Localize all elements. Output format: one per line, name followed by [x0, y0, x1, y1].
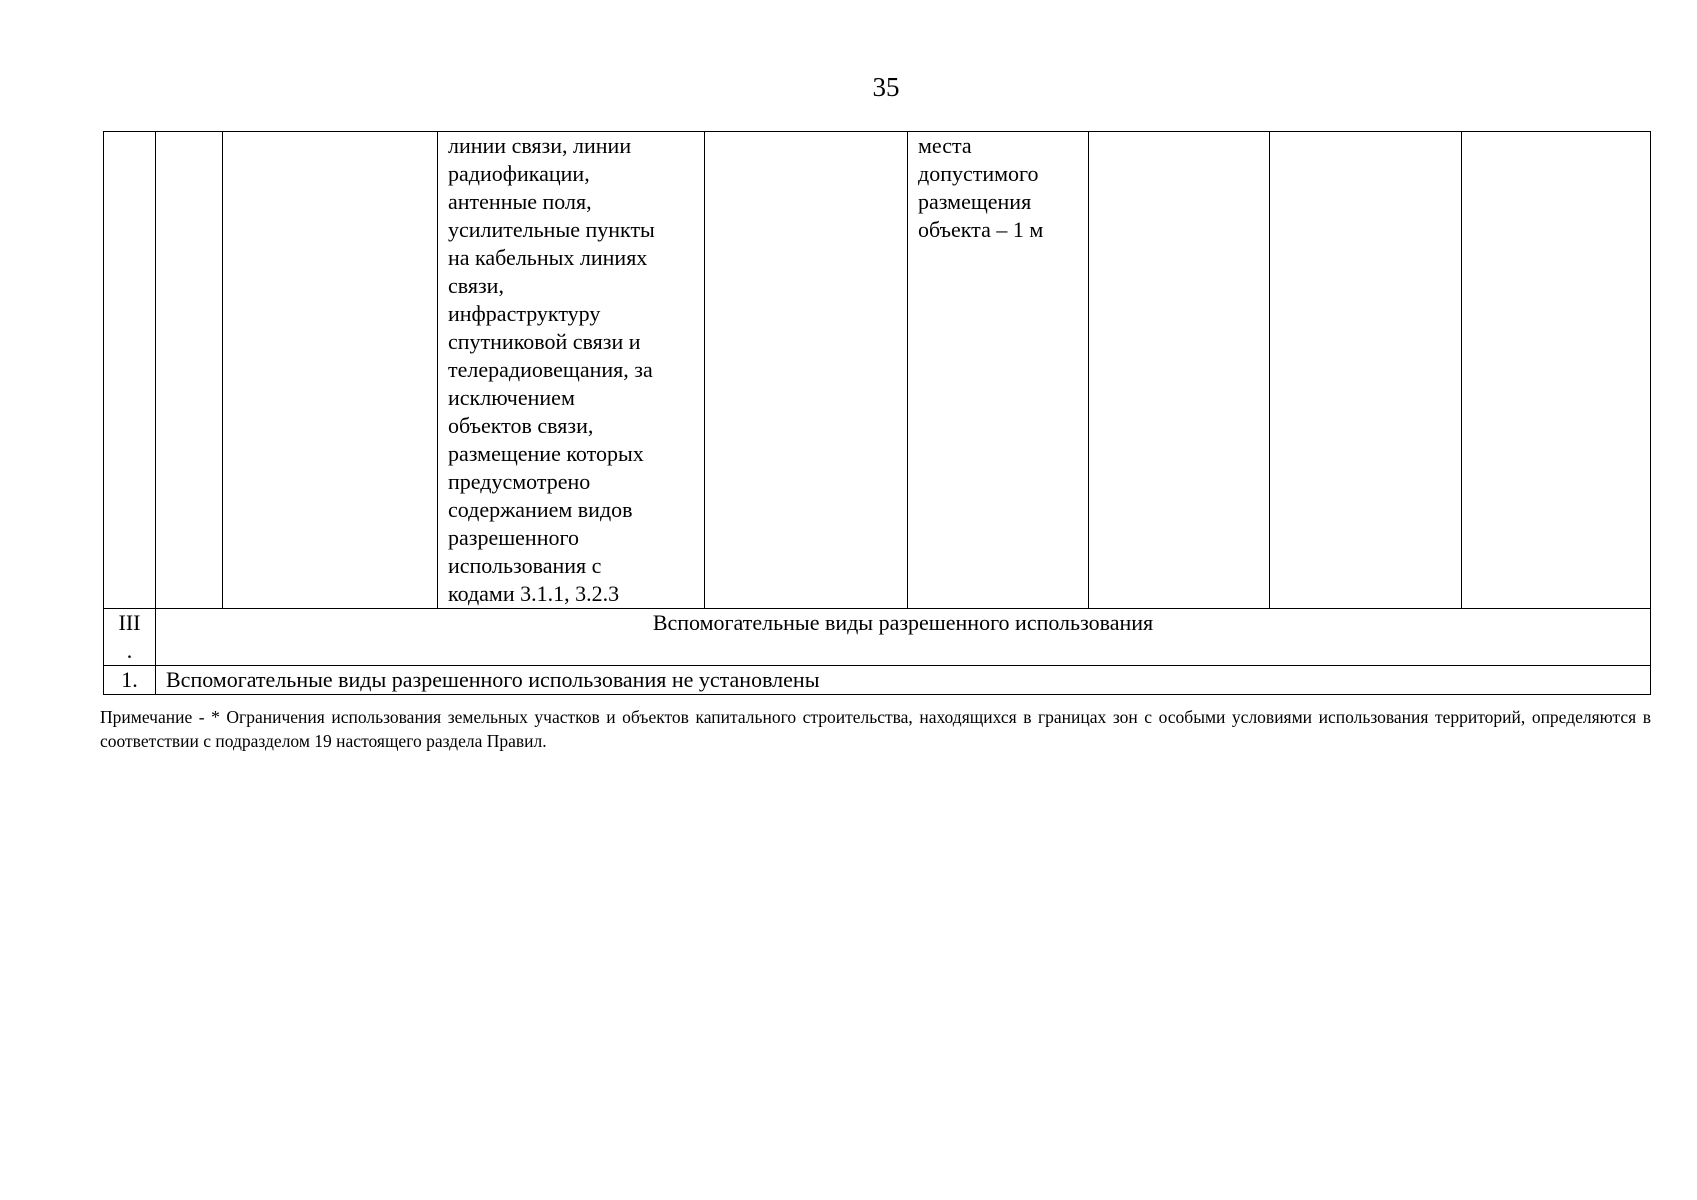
- table-cell-col2: [156, 132, 223, 609]
- page-number: 35: [872, 72, 900, 102]
- table-cell-col8: [1270, 132, 1462, 609]
- table-row-continuation: [104, 132, 1651, 609]
- object-description-text: линии связи, линии радиофикации, антенные поля, усилительные пункты на кабельных линиях связи, инфраструктуру спутниковой связи и телерадиовещания, за исключением объектов связи, размещение которых предусмотрено содержанием видов разрешенного использования с кодами 3.1.1, 3.2.3: [448, 133, 655, 606]
- table-row-section: [104, 609, 1651, 666]
- zoning-table: [103, 131, 1651, 695]
- table-cell-col9: [1462, 132, 1651, 609]
- section-title: Вспомогательные виды разрешенного использования: [156, 609, 1651, 666]
- table-cell-col7: [1089, 132, 1270, 609]
- table-cell-setback: [908, 132, 1089, 609]
- item-number: 1.: [104, 666, 156, 695]
- table-cell-col1: [104, 132, 156, 609]
- item-text: Вспомогательные виды разрешенного использования не установлены: [156, 666, 1651, 695]
- section-number: III .: [104, 609, 156, 666]
- table-cell-col3: [223, 132, 438, 609]
- table-cell-object-description: [438, 132, 705, 609]
- table-row-item: [104, 666, 1651, 695]
- setback-text: места допустимого размещения объекта – 1 м: [918, 133, 1044, 242]
- table-cell-col5: [705, 132, 908, 609]
- footnote: Примечание - * Ограничения использования земельных участков и объектов капитального строительства, находящихся в границах зон с особыми условиями использования территорий, определяются в соответствии с подразделом 19 настоящего раздела Правил.: [100, 707, 1651, 751]
